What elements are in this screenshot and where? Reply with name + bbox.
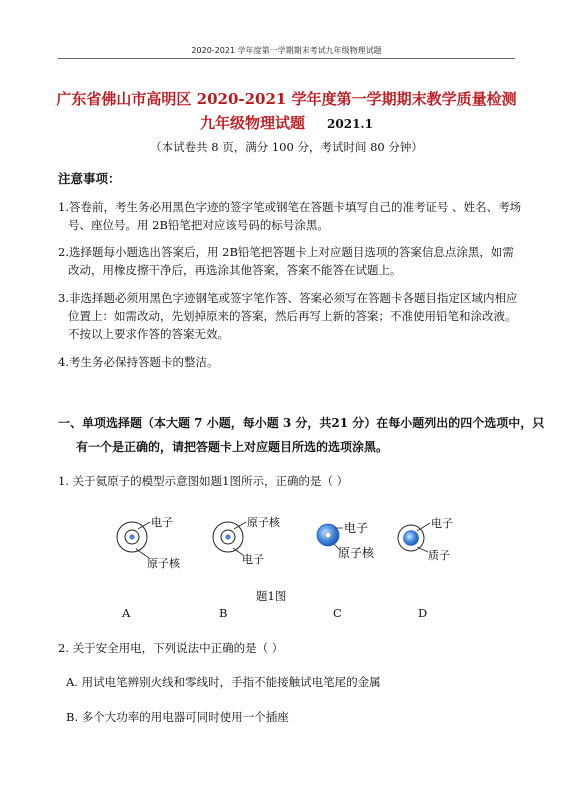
notice-item-line: 不按以上要求作答的答案无效。 — [68, 327, 229, 341]
notice-item-line: 4.考生务必保持答题卡的整洁。 — [58, 355, 219, 369]
question-2-option-b: B. 多个大功率的用电器可同时使用一个插座 — [66, 710, 289, 724]
exam-subject-title: 九年级物理试题 — [200, 114, 306, 132]
atom-d-label-electron: 电子 — [431, 517, 453, 530]
notice-heading: 注意事项： — [58, 171, 121, 186]
notice-item-line: 3.非选择题必须用黑色字迹钢笔或签字笔作答、答案必须写在答题卡各题目指定区域内相应 — [58, 291, 518, 305]
notice-item-line: 2.选择题每小题选出答案后，用 2B铅笔把答题卡上对应题目选项的答案信息点涂黑，如需 — [58, 245, 514, 259]
atom-model-figure — [100, 505, 470, 580]
atom-b-label-electron: 电子 — [242, 553, 264, 566]
atom-model-c — [317, 520, 375, 560]
notice-item-line: 号、座位号。用 2B铅笔把对应该号码的标号涂黑。 — [68, 218, 329, 232]
notice-item-line: 改动，用橡皮擦干净后，再选涂其他答案，答案不能答在试题上。 — [68, 263, 402, 277]
atom-model-b — [213, 515, 281, 566]
atom-b-label-nucleus: 原子核 — [247, 516, 280, 529]
atom-model-d — [398, 516, 453, 562]
option-letter-d: D — [418, 606, 428, 620]
question-1-stem: 1. 关于氦原子的模型示意图如题1图所示，正确的是（ ） — [58, 474, 349, 488]
question-2-option-a: A. 用试电笔辨别火线和零线时，手指不能接触试电笔尾的金属 — [66, 675, 381, 689]
header-divider — [58, 58, 515, 59]
running-header: 2020-2021 学年度第一学期期末考试九年级物理试题 — [191, 46, 382, 55]
exam-title-line-2 — [0, 112, 573, 133]
section-heading-line: 一、单项选择题（本大题 7 小题，每小题 3 分，共21 分）在每小题列出的四个选项中，只 — [58, 416, 545, 430]
notice-item — [58, 243, 514, 279]
atom-d-label-proton: 质子 — [428, 549, 450, 562]
notice-item — [58, 289, 517, 343]
option-letter-c: C — [333, 606, 342, 620]
section-heading-line: 有一个是正确的，请把答题卡上对应题目所选的选项涂黑。 — [76, 440, 389, 454]
atom-c-label-nucleus: 原子核 — [338, 546, 375, 560]
atom-a-label-electron: 电子 — [151, 516, 173, 529]
notice-item — [58, 198, 521, 234]
exam-info: （本试卷共 8 页，满分 100 分，考试时间 80 分钟） — [150, 140, 423, 154]
figure-caption: 题1图 — [256, 589, 287, 603]
atom-model-a — [117, 515, 181, 570]
option-letter-b: B — [219, 606, 228, 620]
question-2-stem: 2. 关于安全用电，下列说法中正确的是（ ） — [58, 641, 284, 655]
exam-date: 2021.1 — [327, 117, 373, 131]
atom-a-label-nucleus: 原子核 — [147, 557, 180, 570]
exam-title-line-1: 广东省佛山市高明区 2020-2021 学年度第一学期期末教学质量检测 — [56, 90, 517, 108]
notice-item-line: 1.答卷前，考生务必用黑色字迹的签字笔或钢笔在答题卡填写自己的准考证号 、姓名、考场 — [58, 200, 522, 214]
option-letter-a: A — [122, 606, 131, 620]
notice-item — [58, 353, 218, 371]
atom-c-label-electron: 电子 — [344, 521, 369, 535]
section-heading — [58, 414, 544, 457]
notice-item-line: 位置上：如需改动，先划掉原来的答案，然后再写上新的答案；不准使用铅笔和涂改液。 — [68, 309, 517, 323]
